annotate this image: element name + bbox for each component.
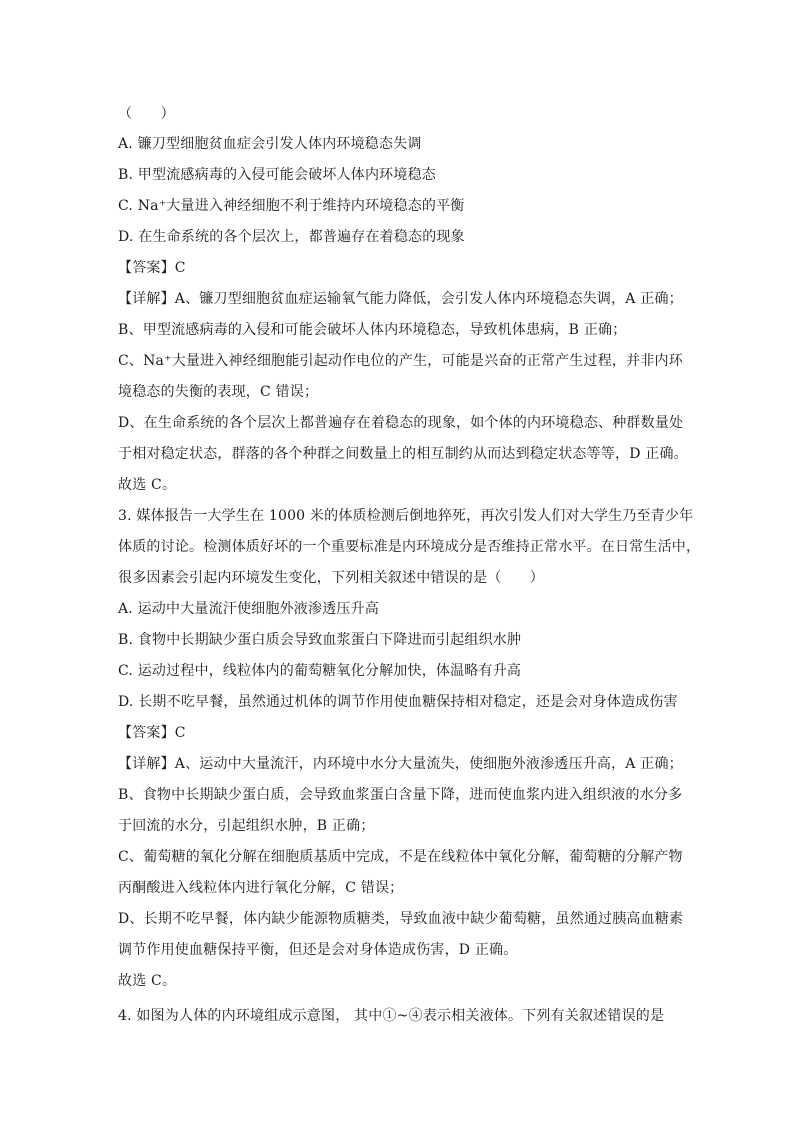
q2-conclusion: 故选 C。 [118,477,177,493]
q2-stem-tail: （ ） [118,106,175,122]
q3-option-d: D. 长期不吃早餐，虽然通过机体的调节作用使血糖保持相对稳定，还是会对身体造成伤害 [118,694,678,710]
q2-analysis-line: 于相对稳定状态，群落的各个种群之间数量上的相互制约从而达到稳定状态等等，D 正确。 [118,446,688,462]
q2-option-b: B. 甲型流感病毒的入侵可能会破坏人体内环境稳态 [118,167,436,183]
q2-analysis-line: 【详解】A、镰刀型细胞贫血症运输氧气能力降低，会引发人体内环境稳态失调，A 正确； [118,291,683,307]
q2-analysis-line: C、Na⁺大量进入神经细胞能引起动作电位的产生，可能是兴奋的正常产生过程，并非内环 [118,353,683,369]
q2-analysis-line: D、在生命系统的各个层次上都普遍存在着稳态的现象，如个体的内环境稳态、种群数量处 [118,415,684,431]
q3-option-a: A. 运动中大量流汗使细胞外液渗透压升高 [118,601,380,617]
q2-answer: 【答案】C [118,260,186,276]
q3-option-c: C. 运动过程中，线粒体内的葡萄糖氧化分解加快，体温略有升高 [118,663,522,679]
q3-option-b: B. 食物中长期缺少蛋白质会导致血浆蛋白下降进而引起组织水肿 [118,632,522,648]
q3-analysis-line: D、长期不吃早餐，体内缺少能源物质糖类，导致血液中缺少葡萄糖，虽然通过胰高血糖素 [118,911,684,927]
q3-analysis-line: 【详解】A、运动中大量流汗，内环境中水分大量流失，使细胞外液渗透压升高，A 正确； [118,756,683,772]
q3-analysis-line: C、葡萄糖的氧化分解在细胞质基质中完成，不是在线粒体中氧化分解，葡萄糖的分解产物 [118,849,683,865]
q3-answer: 【答案】C [118,725,186,741]
q3-stem-line: 很多因素会引起内环境发生变化，下列相关叙述中错误的是（ ） [118,570,544,586]
q2-option-a: A. 镰刀型细胞贫血症会引发人体内环境稳态失调 [118,136,422,152]
q4-stem-line: 4. 如图为人体的内环境组成示意图， 其中①~④表示相关液体。下列有关叙述错误的是 [118,1008,665,1024]
q3-analysis-line: B、食物中长期缺少蛋白质，会导致血浆蛋白含量下降，进而使血浆内进入组织液的水分多 [118,787,683,803]
q2-analysis-line: 境稳态的失衡的表现，C 错误； [118,384,319,400]
q2-analysis-line: B、甲型流感病毒的入侵和可能会破坏人体内环境稳态，导致机体患病，B 正确； [118,322,627,338]
q3-analysis-line: 于回流的水分，引起组织水肿，B 正确； [118,818,375,834]
q3-stem-line: 体质的讨论。检测体质好坏的一个重要标准是内环境成分是否维持正常水平。在日常生活中， [118,539,701,555]
q3-stem-line: 3. 媒体报告一大学生在 1000 米的体质检测后倒地猝死，再次引发人们对大学生乃至青少年 [118,508,694,524]
q3-analysis-line: 调节作用使血糖保持平衡，但还是会对身体造成伤害，D 正确。 [118,942,518,958]
q2-option-c: C. Na⁺大量进入神经细胞不利于维持内环境稳态的平衡 [118,198,465,214]
q2-option-d: D. 在生命系统的各个层次上，都普遍存在着稳态的现象 [118,229,465,245]
q3-analysis-line: 丙酮酸进入线粒体内进行氧化分解，C 错误； [118,880,404,896]
q3-conclusion: 故选 C。 [118,973,177,989]
